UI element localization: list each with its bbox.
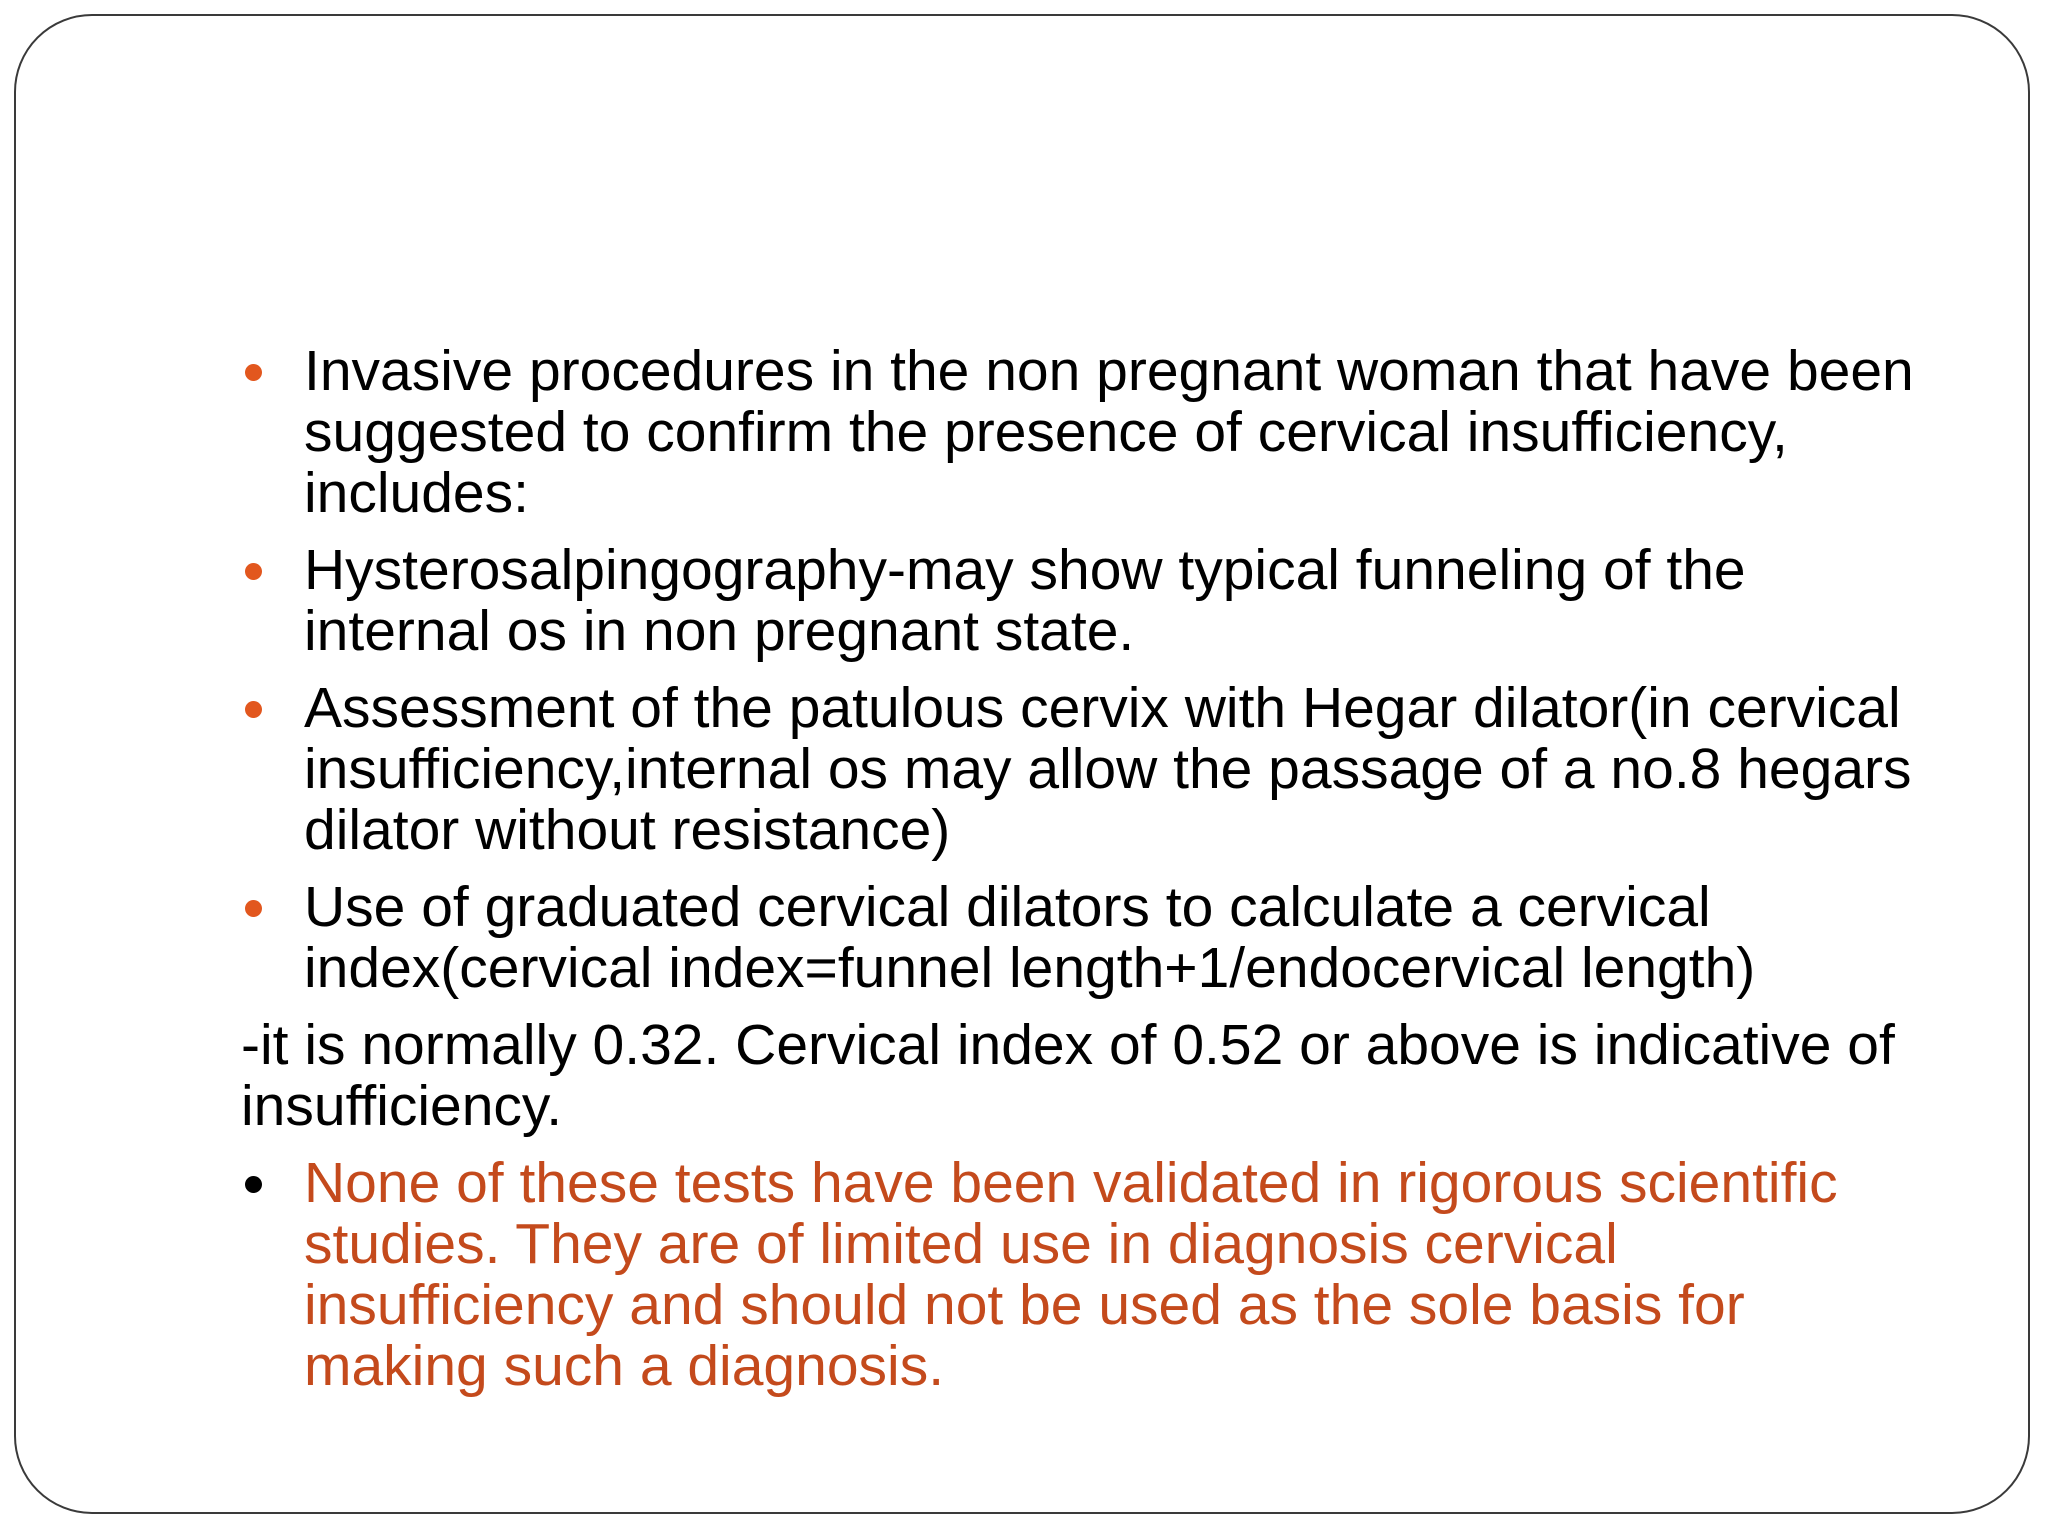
bullet-text: Use of graduated cervical dilators to calculate a cervical index(cervical index=funnel length+1/endocervical length)	[304, 875, 1756, 1000]
bullet-dot-icon	[245, 563, 262, 580]
bullet-text: Assessment of the patulous cervix with Hegar dilator(in cervical insufficiency,internal os may allow the passage of a no.8 hegars dilator without resistance)	[304, 676, 1912, 862]
bullet-hegar-dilator	[241, 678, 1941, 861]
bullet-text: Hysterosalpingography-may show typical funneling of the internal os in non pregnant state.	[304, 538, 1746, 663]
bullet-validation-warning	[241, 1153, 1941, 1397]
slide-body	[241, 341, 1941, 1413]
bullet-dot-icon	[245, 1176, 262, 1193]
bullet-text: None of these tests have been validated in rigorous scientific studies. They are of limited use in diagnosis cervical insufficiency and should not be used as the sole basis for making such a diagnosis.	[304, 1151, 1838, 1398]
bullet-dot-icon	[245, 364, 262, 381]
bullet-cervical-index	[241, 877, 1941, 999]
cervical-index-note: -it is normally 0.32. Cervical index of 0.52 or above is indicative of insufficiency.	[241, 1013, 1895, 1138]
bullet-dot-icon	[245, 701, 262, 718]
bullet-text: Invasive procedures in the non pregnant woman that have been suggested to confirm the presence of cervical insufficiency, includes:	[304, 339, 1914, 525]
slide-frame	[14, 14, 2030, 1514]
bullet-invasive-procedures	[241, 341, 1941, 524]
bullet-dot-icon	[245, 900, 262, 917]
bullet-hysterosalpingography	[241, 540, 1941, 662]
